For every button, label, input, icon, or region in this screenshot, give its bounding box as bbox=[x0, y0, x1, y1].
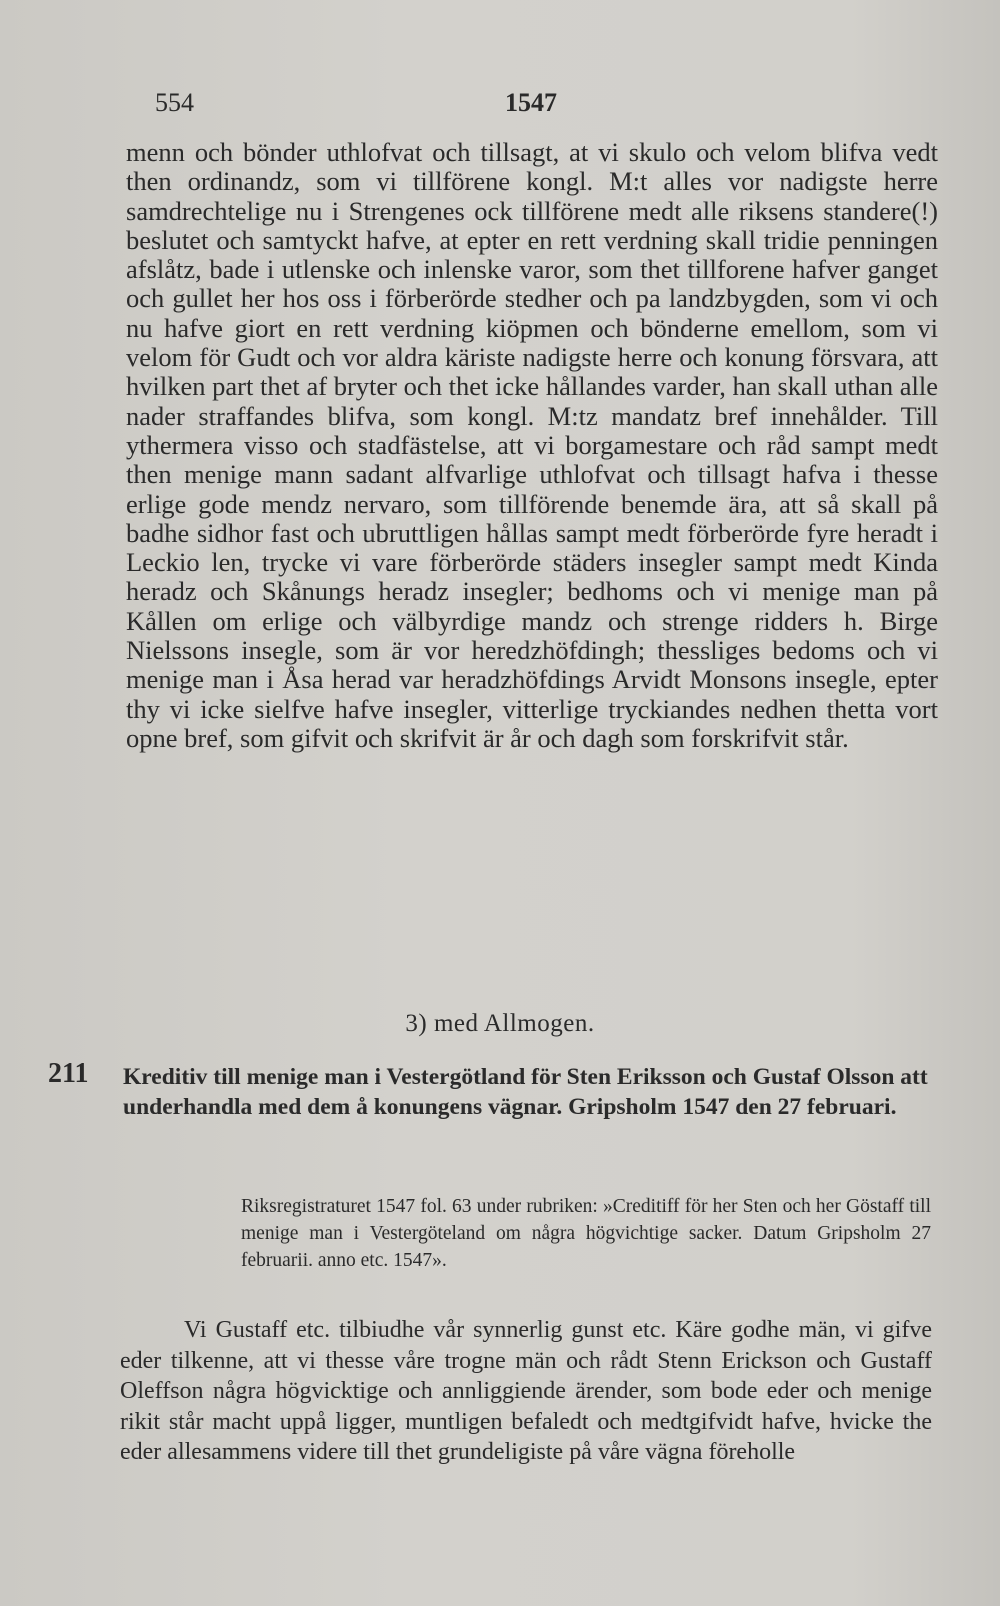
running-year: 1547 bbox=[505, 88, 557, 117]
section-heading: 3) med Allmogen. bbox=[405, 1010, 595, 1037]
document-number: 211 bbox=[48, 1058, 89, 1089]
document-title: Kreditiv till menige man i Vestergötland för Sten Eriksson och Gustaf Olsson att underhandla med dem å konungens vägnar. Gripsholm 1547 den 27 februari. bbox=[123, 1064, 928, 1120]
page-header bbox=[0, 88, 1000, 128]
page-number: 554 bbox=[155, 88, 194, 117]
body-paragraph: menn och bönder uthlofvat och tillsagt, at vi skulo och velom blifva vedt then ordinandz, som vi tillförene kongl. M:t alles vor nadigste herre samdrechtelige nu i Strengenes ock tillförene medt alle riksens standere(!) beslutet och samtyckt hafve, at epter en rett verdning skall tridie penningen afslåtz, bade i utlenske och inlenske varor, som thet tillforene hafver ganget och gullet her hos oss i förberörde stedher och pa landzbygden, som vi och nu hafve giort en rett verdning kiöpmen och bönderne emellom, som vi velom för Gudt och vor aldra käriste nadigste herre och konung försvara, att hvilken part thet af bryter och thet icke hållandes varder, han skall uthan alle nader straffandes blifva, som kongl. M:tz mandatz bref innehålder. Till ythermera visso och stadfästelse, att vi borgamestare och råd sampt medt then menige mann sadant alfvarlige uthlofvat och tillsagt hafva i thesse erlige gode mendz nervaro, som tillförende benemde ära, att så skall på badhe sidhor fast och ubruttligen hållas sampt medt förberörde fyre heradt i Leckio len, trycke vi vare förberörde städers insegler sampt medt Kinda heradz och Skånungs heradz insegler; bedhoms och vi menige man på Kållen om erlige och välbyrdige mandz och strenge ridders h. Birge Nielssons insegle, som är vor heredzhöfdingh; thessliges bedoms och vi menige man i Åsa herad var heradzhöfdings Arvidt Monsons insegle, epter thy vi icke sielfve hafve insegler, vitterlige tryckiandes nedhen thetta vort opne bref, som gifvit och skrifvit är år och dagh som forskrifvit står. bbox=[126, 137, 938, 753]
body-text bbox=[126, 138, 938, 753]
letter-text bbox=[120, 1315, 932, 1468]
source-note: Riksregistraturet 1547 fol. 63 under rubriken: »Creditiff för her Sten och her Göstaff till menige man i Vestergöteland om några högvichtige sacker. Datum Gripsholm 27 februarii. anno etc. 1547». bbox=[241, 1196, 931, 1271]
letter-paragraph: Vi Gustaff etc. tilbiudhe vår synnerlig gunst etc. Käre godhe män, vi gifve eder tilkenne, att vi thesse våre trogne män och rådt Stenn Erickson och Gustaff Oleffson några högvicktige och annliggiende ärender, som bode eder och menige rikit står macht uppå ligger, muntligen befaledt och medtgifvidt hafve, hvicke the eder allesammens videre till thet grundeligiste på våre vägna föreholle bbox=[120, 1317, 932, 1465]
